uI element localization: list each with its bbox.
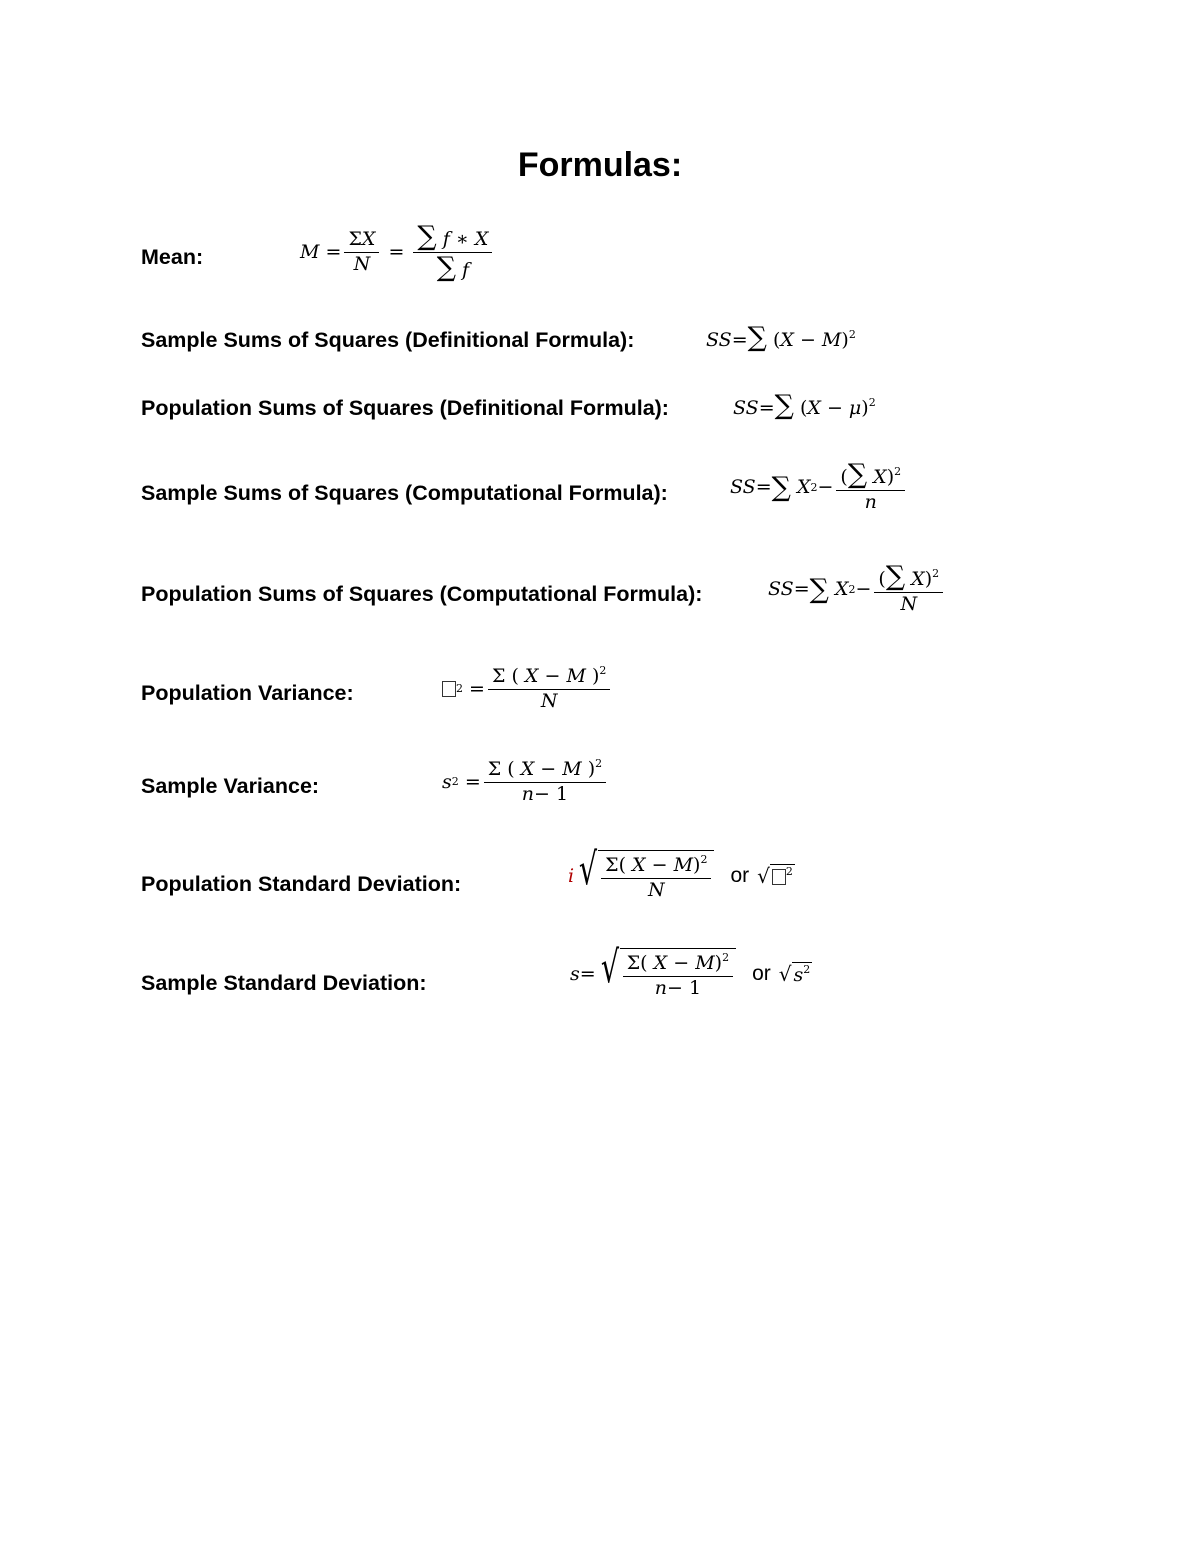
missing-glyph-icon bbox=[772, 869, 786, 885]
sample-var-formula: s 2 = $\frac{\Sigma ( X - M )^2}{n- 1}$ bbox=[442, 757, 609, 807]
pop-ss-def-formula: SS=∑ $(X - \mu)^2$ bbox=[733, 390, 876, 421]
sample-ss-def-formula: SS=∑ $(X - M)^2$ bbox=[706, 322, 856, 353]
mean-label: Mean: bbox=[141, 245, 204, 269]
pop-ss-comp-formula: SS = ∑ X 2 − $\frac{(\sum X)^2}{N}$ bbox=[768, 562, 946, 617]
mean-formula: M = $\frac{\Sigma X}{N}$ = $\frac{\sum f ∗ X}{\sum f}$ bbox=[300, 222, 495, 283]
pop-sd-formula: i √ $\frac{\Sigma( X - M)^2}{N}$ or √ $^2$ bbox=[568, 844, 793, 901]
pop-sd-label: Population Standard Deviation: bbox=[141, 872, 462, 896]
sample-var-label: Sample Variance: bbox=[141, 774, 320, 798]
sample-ss-comp-label: Sample Sums of Squares (Computational Formula): bbox=[141, 481, 668, 505]
missing-glyph-icon bbox=[442, 681, 456, 697]
sample-ss-comp-formula: SS = ∑ X 2 − $\frac{(\sum X)^2}{n}$ bbox=[730, 460, 908, 515]
pop-ss-def-label: Population Sums of Squares (Definitional Formula): bbox=[141, 396, 669, 420]
sample-sd-formula: s = √ $\frac{\Sigma( X - M)^2}{n- 1}$ or √ $s^2$ bbox=[570, 942, 811, 999]
sample-ss-def-label: Sample Sums of Squares (Definitional Formula): bbox=[141, 328, 635, 352]
pop-var-label: Population Variance: bbox=[141, 681, 354, 705]
sample-sd-label: Sample Standard Deviation: bbox=[141, 971, 427, 995]
page-title: Formulas: bbox=[517, 146, 683, 184]
pop-var-formula: 2 = $\frac{\Sigma ( X - M )^2}{N}$ bbox=[442, 664, 613, 714]
pop-ss-comp-label: Population Sums of Squares (Computational Formula): bbox=[141, 582, 703, 606]
